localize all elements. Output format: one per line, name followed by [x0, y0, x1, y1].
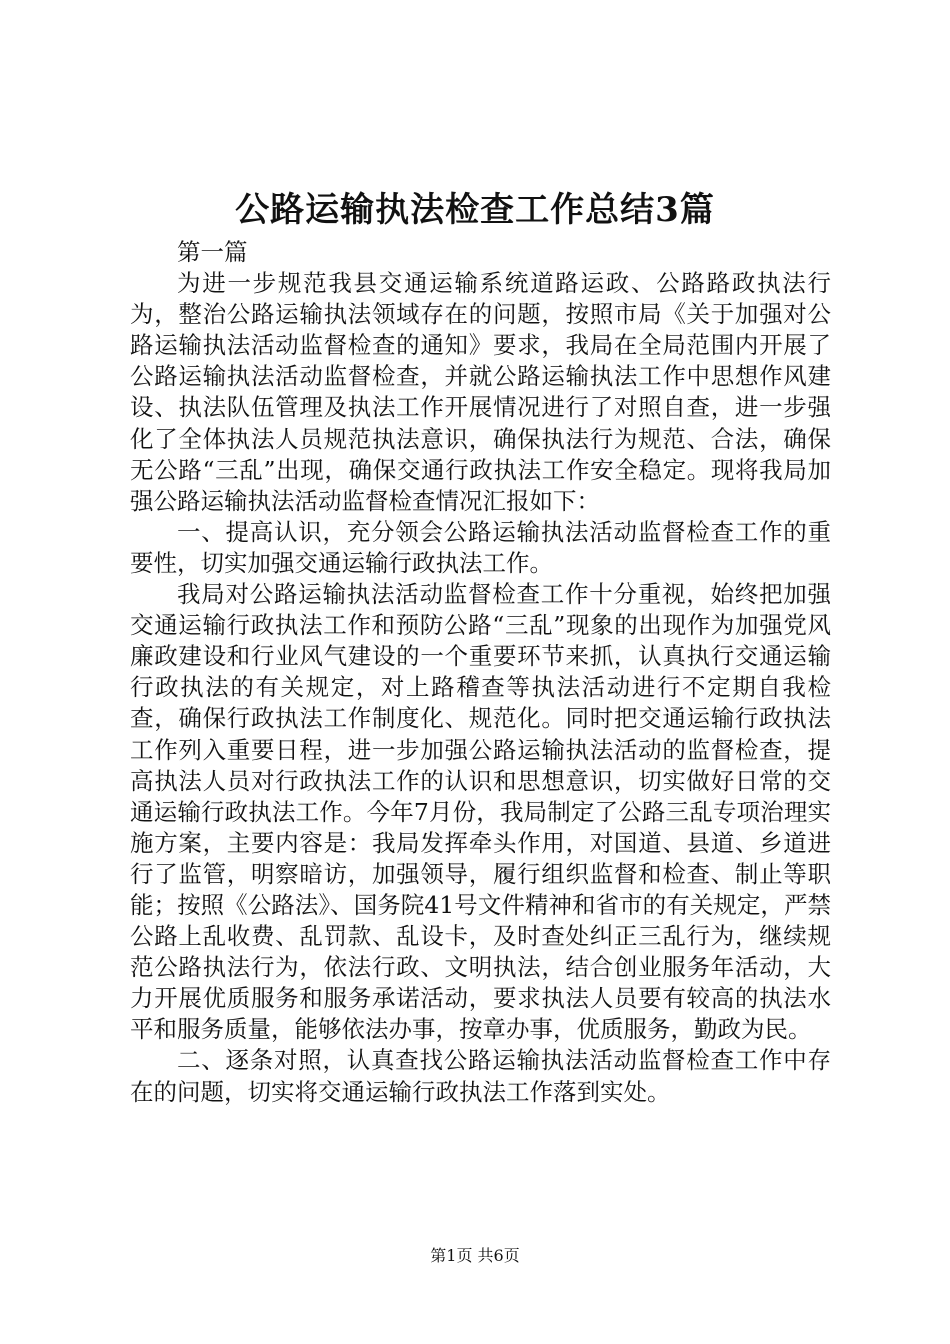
document-title: 公路运输执法检查工作总结3篇 — [235, 190, 715, 230]
paragraph-intro: 为进一步规范我县交通运输系统道路运政、公路路政执法行为，整治公路运输执法领域存在的问题，按照市局《关于加强对公路运输执法活动监督检查的通知》要求，我局在全局范围内开展了公路运输执法活动监督检查，并就公路运输执法工作中思想作风建设、执法队伍管理及执法工作开展情况进行了对照自查，进一步强化了全体执法人员规范执法意识，确保执法行为规范、合法，确保无公路“三乱”出现，确保交通行政执法工作安全稳定。现将我局加强公路运输执法活动监督检查情况汇报如下： — [130, 269, 831, 515]
paragraph-point-one: 一、提高认识，充分领会公路运输执法活动监督检查工作的重要性，切实加强交通运输行政执法工作。 — [130, 517, 831, 577]
section-heading-part-one: 第一篇 — [177, 238, 248, 266]
paragraph-details: 我局对公路运输执法活动监督检查工作十分重视，始终把加强交通运输行政执法工作和预防公路“三乱”现象的出现作为加强党风廉政建设和行业风气建设的一个重要环节来抓，认真执行交通运输行政执法的有关规定，对上路稽查等执法活动进行不定期自我检查，确保行政执法工作制度化、规范化。同时把交通运输行政执法工作列入重要日程，进一步加强公路运输执法活动的监督检查，提高执法人员对行政执法工作的认识和思想意识，切实做好日常的交通运输行政执法工作。今年7月份，我局制定了公路三乱专项治理实施方案，主要内容是：我局发挥牵头作用，对国道、县道、乡道进行了监管，明察暗访，加强领导，履行组织监督和检查、制止等职能；按照《公路法》、国务院41号文件精神和省市的有关规定，严禁公路上乱收费、乱罚款、乱设卡，及时查处纠正三乱行为，继续规范公路执法行为，依法行政、文明执法，结合创业服务年活动，大力开展优质服务和服务承诺活动，要求执法人员要有较高的执法水平和服务质量，能够依法办事，按章办事，优质服务，勤政为民。 — [130, 580, 831, 1044]
paragraph-point-two: 二、逐条对照，认真查找公路运输执法活动监督检查工作中存在的问题，切实将交通运输行政执法工作落到实处。 — [130, 1046, 831, 1106]
page-number-footer: 第1页 共6页 — [430, 1246, 520, 1265]
document-body — [130, 237, 831, 1108]
